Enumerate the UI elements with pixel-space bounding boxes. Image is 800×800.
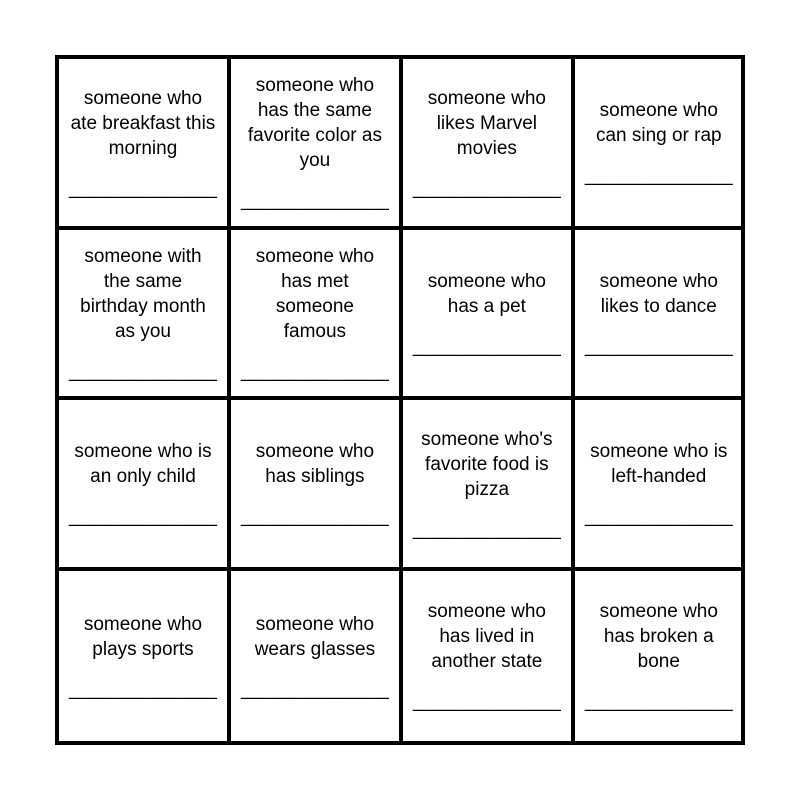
cell-prompt: someone who plays sports	[83, 613, 203, 660]
bingo-cell[interactable]	[403, 230, 575, 401]
signature-line[interactable]: ______________	[584, 165, 733, 187]
signature-line[interactable]: ______________	[412, 335, 561, 357]
bingo-cell[interactable]	[403, 59, 575, 230]
signature-line[interactable]: ______________	[584, 506, 733, 528]
cell-prompt: someone who has a pet	[427, 270, 546, 317]
signature-line[interactable]: ______________	[240, 360, 389, 382]
signature-line[interactable]: ______________	[412, 518, 561, 540]
signature-line[interactable]: ______________	[69, 678, 217, 700]
signature-line[interactable]: ______________	[69, 506, 217, 528]
cell-prompt: someone who is an only child	[74, 441, 212, 488]
cell-prompt: someone who is left-handed	[590, 441, 728, 488]
bingo-cell[interactable]	[403, 571, 575, 742]
signature-line[interactable]: ______________	[412, 691, 561, 713]
bingo-grid	[55, 55, 745, 745]
bingo-cell[interactable]	[59, 571, 231, 742]
bingo-cell[interactable]	[575, 59, 743, 230]
bingo-cell[interactable]	[59, 230, 231, 401]
cell-prompt: someone with the same birthday month as you	[80, 245, 206, 342]
cell-prompt: someone who has the same favorite color as you	[247, 75, 382, 172]
bingo-cell[interactable]	[231, 230, 403, 401]
signature-line[interactable]: ______________	[584, 691, 733, 713]
signature-line[interactable]: ______________	[584, 335, 733, 357]
cell-prompt: someone who's favorite food is pizza	[421, 428, 553, 500]
signature-line[interactable]: ______________	[240, 190, 389, 212]
cell-prompt: someone who likes to dance	[599, 270, 718, 317]
signature-line[interactable]: ______________	[69, 177, 217, 199]
bingo-cell[interactable]	[575, 400, 743, 571]
cell-prompt: someone who likes Marvel movies	[427, 87, 546, 159]
bingo-cell[interactable]	[575, 571, 743, 742]
bingo-cell[interactable]	[231, 59, 403, 230]
bingo-cell[interactable]	[59, 59, 231, 230]
cell-prompt: someone who has met someone famous	[255, 245, 375, 342]
bingo-cell[interactable]	[231, 400, 403, 571]
bingo-cell[interactable]	[403, 400, 575, 571]
bingo-cell[interactable]	[59, 400, 231, 571]
signature-line[interactable]: ______________	[240, 506, 389, 528]
bingo-cell[interactable]	[575, 230, 743, 401]
cell-prompt: someone who has siblings	[255, 441, 375, 488]
bingo-cell[interactable]	[231, 571, 403, 742]
cell-prompt: someone who has broken a bone	[599, 601, 718, 673]
cell-prompt: someone who wears glasses	[254, 613, 376, 660]
signature-line[interactable]: ______________	[412, 177, 561, 199]
signature-line[interactable]: ______________	[240, 678, 389, 700]
cell-prompt: someone who ate breakfast this morning	[70, 87, 216, 159]
cell-prompt: someone who has lived in another state	[427, 601, 546, 673]
cell-prompt: someone who can sing or rap	[595, 100, 722, 147]
signature-line[interactable]: ______________	[69, 360, 217, 382]
